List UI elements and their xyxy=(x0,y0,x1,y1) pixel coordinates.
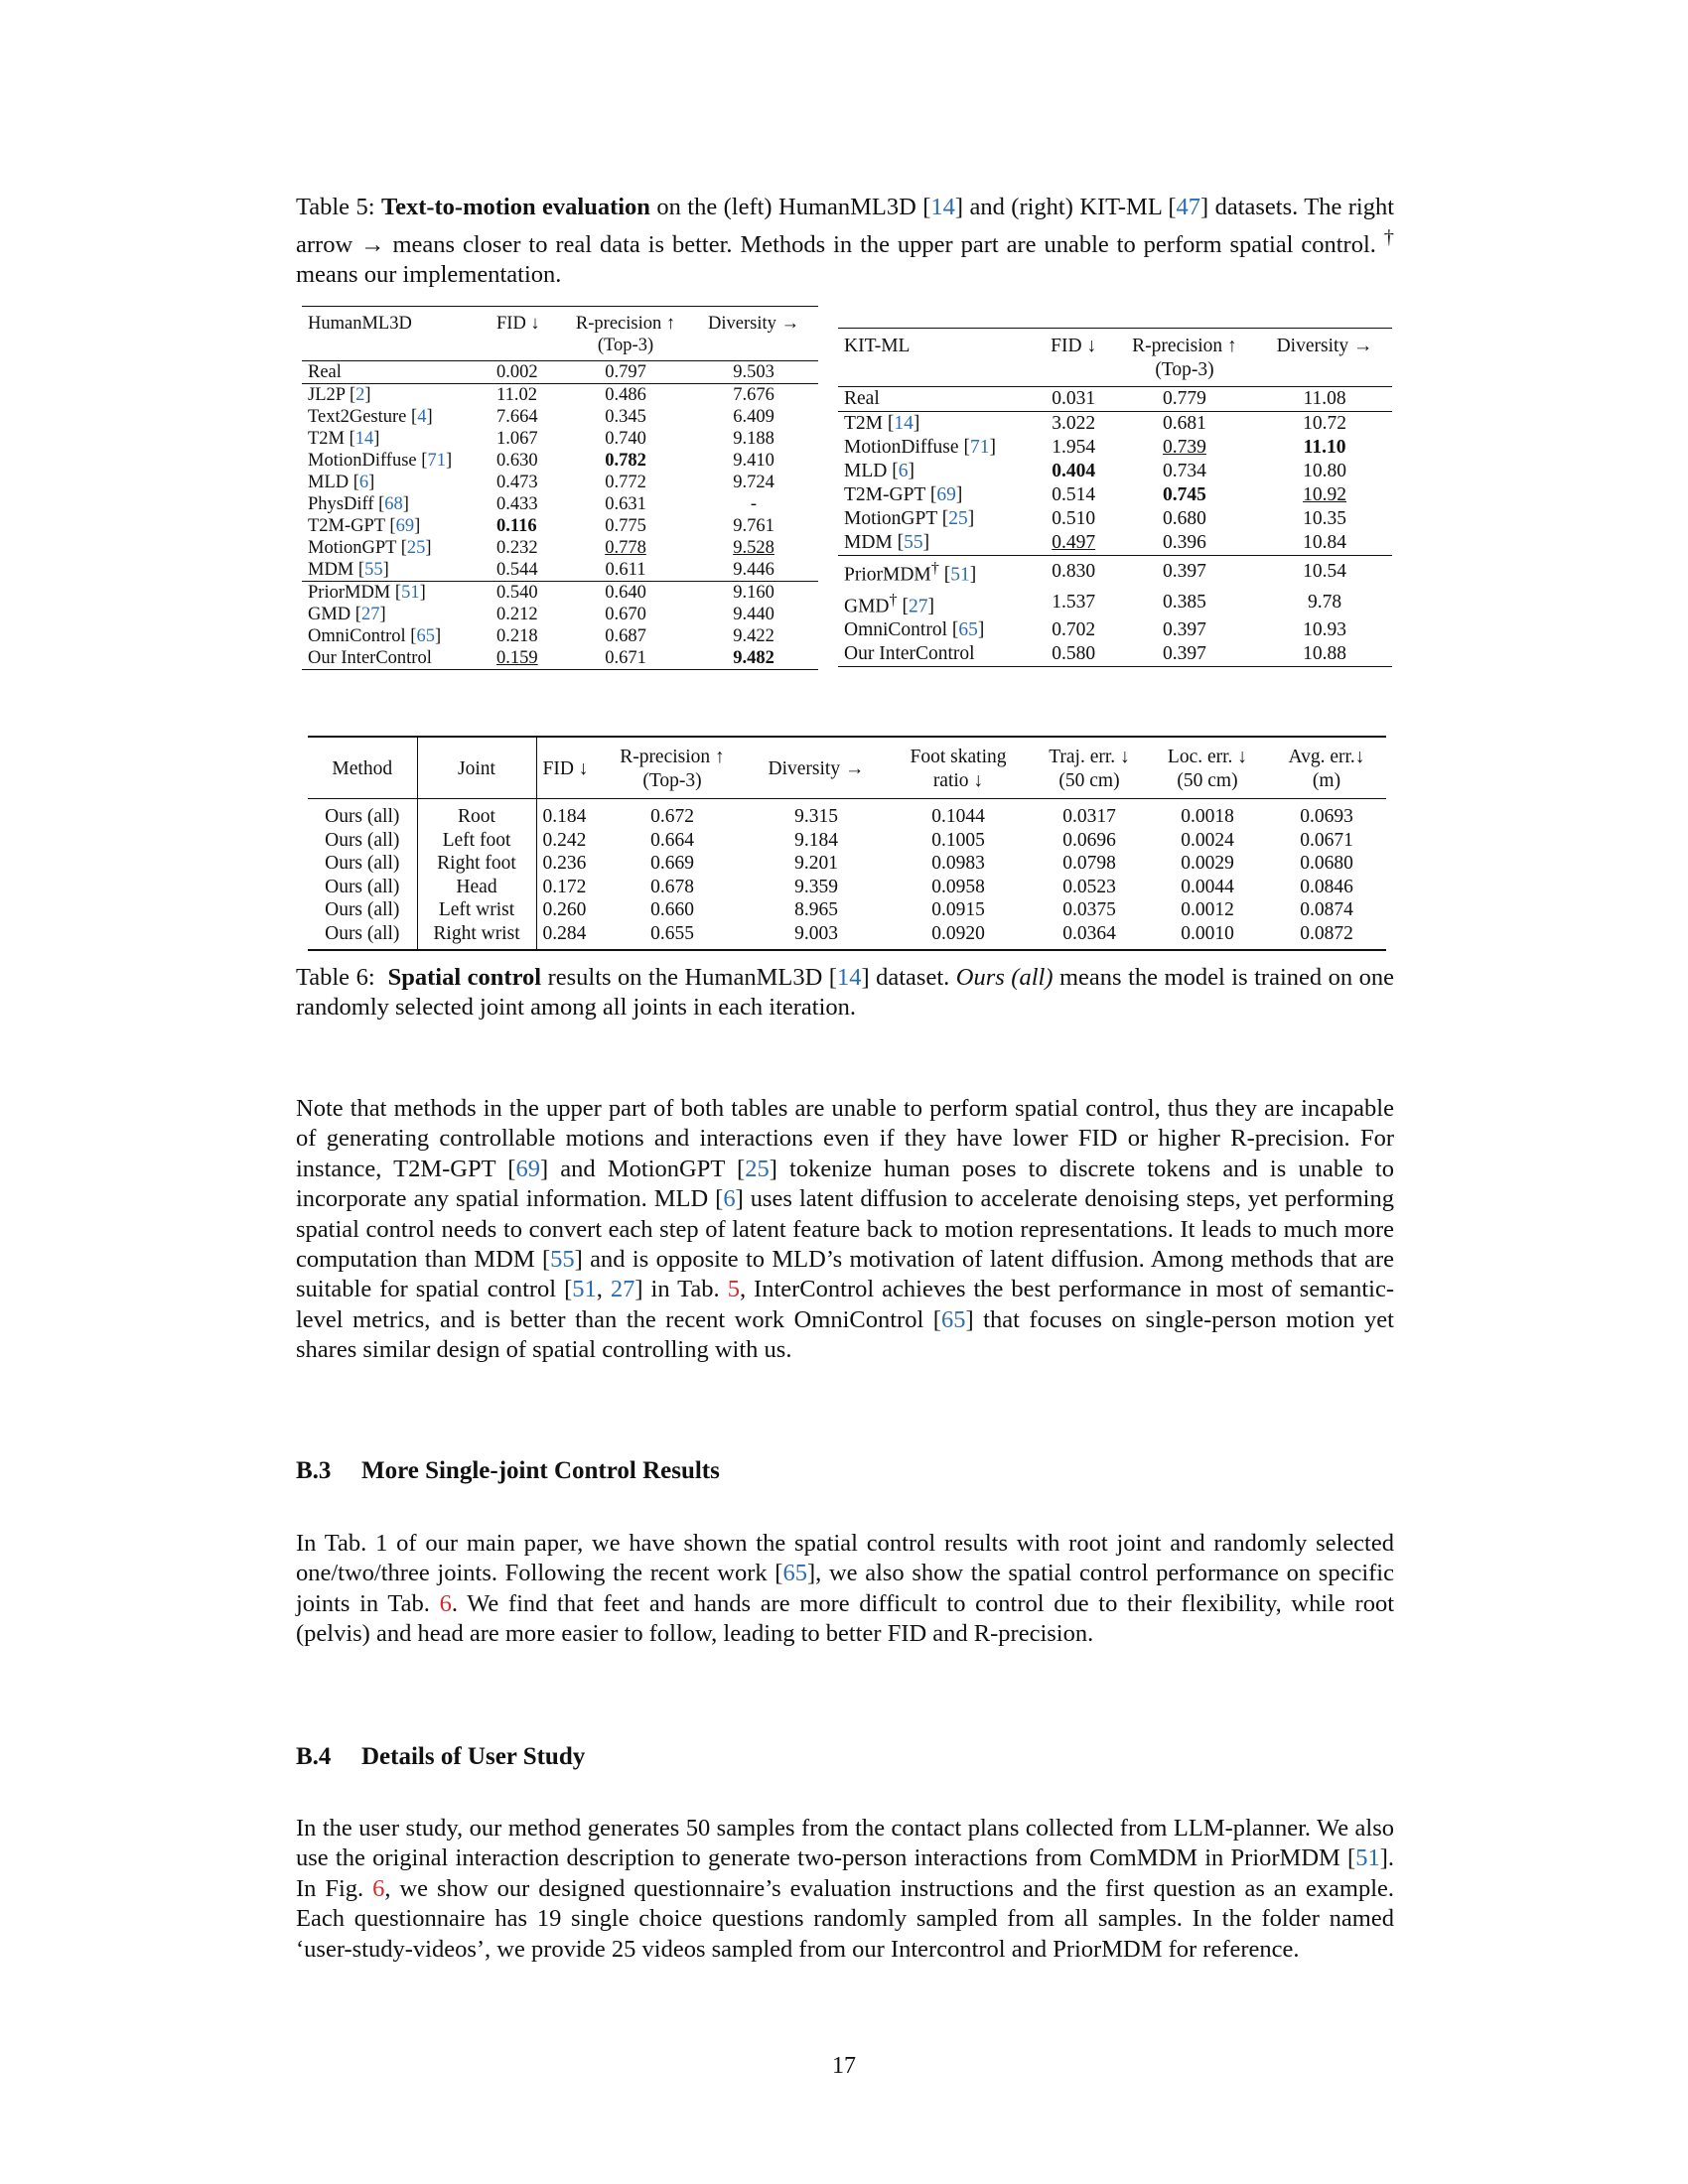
method-name: Our InterControl xyxy=(308,648,432,668)
table5-caption-bold: Text-to-motion evaluation xyxy=(380,194,650,220)
metric-div: 10.93 xyxy=(1303,619,1346,640)
citation-link[interactable]: 27 xyxy=(360,605,380,624)
cell-loc-err: 0.0044 xyxy=(1181,876,1234,897)
table5-label: Table 5: xyxy=(296,194,375,220)
metric-div: 9.188 xyxy=(733,429,774,449)
citation-link[interactable]: 2 xyxy=(355,385,365,405)
citation-link[interactable]: 14 xyxy=(894,413,914,434)
method-name: T2M-GPT [69] xyxy=(844,484,963,505)
metric-div: 6.409 xyxy=(733,407,774,427)
citation-link[interactable]: 65 xyxy=(958,619,978,640)
metric-fid: 0.404 xyxy=(1052,461,1096,481)
cell-avg-err: 0.0671 xyxy=(1300,829,1353,851)
metric-fid: 0.232 xyxy=(496,538,538,558)
metric-div: - xyxy=(750,494,758,514)
method-name: T2M [14] xyxy=(308,429,380,449)
table-row xyxy=(838,460,1392,483)
col-header-traj-err: Traj. err. ↓ (50 cm) xyxy=(1031,737,1148,799)
method-name: PriorMDM† [51] xyxy=(838,556,1036,588)
metric-fid: 0.830 xyxy=(1036,556,1112,588)
table-row xyxy=(838,588,1392,619)
citation-link[interactable]: 14 xyxy=(354,429,374,449)
col-header-avg-err: Avg. err.↓ (m) xyxy=(1267,737,1386,799)
citation-link[interactable]: 68 xyxy=(384,494,403,514)
metric-fid: 1.537 xyxy=(1052,592,1096,614)
cell-loc-err: 0.0024 xyxy=(1181,829,1234,851)
method-name: OmniControl [65] xyxy=(308,626,442,646)
cell-fid: 0.184 xyxy=(542,806,587,827)
table-row xyxy=(302,604,818,625)
cell-loc-err: 0.0029 xyxy=(1181,853,1234,874)
metric-div: 10.88 xyxy=(1303,643,1346,664)
citation-link[interactable]: 27 xyxy=(909,596,928,616)
table5-caption: Table 5: Text-to-motion evaluation on the (left) HumanML3D [14] and (right) KIT-ML [47] datasets. The right arrow → means closer to real data is better. Methods in the upper part are unable to perform spatial control. † means our implementation. xyxy=(296,194,1395,289)
cell-method: Ours (all) xyxy=(308,922,417,951)
citation-link[interactable]: 71 xyxy=(427,451,446,471)
metric-div: 9.78 xyxy=(1308,592,1342,614)
table-row xyxy=(838,507,1392,531)
cell-fid: 0.172 xyxy=(542,876,587,897)
metric-fid: 0.473 xyxy=(496,473,538,492)
metric-fid: 0.702 xyxy=(1052,619,1096,640)
paragraph-user-study: In the user study, our method generates 50 samples from the contact plans collected from LLM-planner. We also use the original interaction description to generate two-person interactions from ComMDM in PriorMDM [51]. In Fig. 6, we show our designed questionnaire’s evaluation instructions and the first question as an example. Each questionnaire has 19 single choice questions randomly sampled from all samples. In the folder named ‘user-study-videos’, we provide 25 videos sampled from our Intercontrol and PriorMDM for reference. xyxy=(296,1815,1394,1963)
cell-loc-err: 0.0012 xyxy=(1181,899,1234,920)
cell-joint: Right wrist xyxy=(417,922,536,951)
metric-rp: 0.782 xyxy=(605,451,646,471)
metric-div: 10.80 xyxy=(1303,461,1346,481)
col-header-fid: FID ↓ xyxy=(1051,336,1097,356)
metric-div: 10.54 xyxy=(1257,556,1392,588)
table-row xyxy=(308,898,1386,922)
metric-div: 9.761 xyxy=(733,516,774,536)
table-row xyxy=(302,361,818,384)
metric-fid: 0.510 xyxy=(1052,508,1096,529)
paragraph-single-joint: In Tab. 1 of our main paper, we have shown the spatial control results with root joint and randomly selected one/two/three joints. Following the recent work [65], we also show the spatial control performance on specific joints in Tab. 6. We find that feet and hands are more difficult to control due to their flexibility, while root (pelvis) and head are more easier to follow, leading to better FID and R-precision. xyxy=(296,1530,1394,1648)
table-row xyxy=(838,531,1392,556)
metric-div: 9.422 xyxy=(733,626,774,646)
metric-fid: 0.433 xyxy=(496,494,538,514)
cell-joint: Left wrist xyxy=(417,898,536,922)
metric-div: 11.08 xyxy=(1257,387,1392,412)
table-row xyxy=(302,472,818,493)
citation-link[interactable]: 4 xyxy=(417,407,427,427)
metric-div: 9.724 xyxy=(733,473,774,492)
method-name: MotionGPT [25] xyxy=(308,538,432,558)
table6-caption-bold: Spatial control xyxy=(387,964,542,991)
cell-fid: 0.242 xyxy=(542,829,587,851)
citation-link[interactable]: 6 xyxy=(358,473,369,492)
metric-div: 10.84 xyxy=(1303,532,1346,553)
col-header-dataset: HumanML3D xyxy=(308,314,412,334)
method-name: T2M [14] xyxy=(838,412,1036,437)
table-row xyxy=(308,799,1386,829)
method-name: Real xyxy=(838,387,1036,412)
table-row xyxy=(302,515,818,537)
metric-rp: 0.397 xyxy=(1163,619,1206,640)
metric-div: 10.35 xyxy=(1303,508,1346,529)
metric-div: 9.482 xyxy=(733,648,774,668)
cell-foot-skating: 0.0920 xyxy=(931,922,985,944)
method-name: Real xyxy=(302,361,491,384)
metric-fid: 1.954 xyxy=(1052,437,1096,458)
cell-foot-skating: 0.0958 xyxy=(931,876,985,897)
section-heading-b4: B.4 Details of User Study xyxy=(296,1743,586,1770)
table-row xyxy=(302,537,818,559)
paragraph-methods-note: Note that methods in the upper part of both tables are unable to perform spatial control, thus they are incapable of generating controllable motions and interactions even if they have lower FID or higher R-precision. For instance, T2M-GPT [69] and MotionGPT [25] tokenize human poses to discrete tokens and is unable to incorporate any spatial information. MLD [6] uses latent diffusion to accelerate denoising steps, yet performing spatial control needs to convert each step of latent feature back to motion representations. It leads to much more computation than MDM [55] and is opposite to MLD’s motivation of latent diffusion. Among methods that are suitable for spatial control [51, 27] in Tab. 5, InterControl achieves the best performance in most of semantic-level metrics, and is better than the recent work OmniControl [65] that focuses on single-person motion yet shares similar design of spatial controlling with us. xyxy=(296,1095,1395,1364)
cell-joint: Root xyxy=(417,799,536,829)
table-row xyxy=(838,642,1392,667)
metric-div: 10.72 xyxy=(1257,412,1392,437)
metric-rp: 0.486 xyxy=(562,384,689,407)
cell-avg-err: 0.0693 xyxy=(1300,806,1353,827)
cell-joint: Head xyxy=(417,876,536,899)
metric-fid: 1.067 xyxy=(496,429,538,449)
table-row xyxy=(838,412,1392,437)
cell-foot-skating: 0.1005 xyxy=(931,829,985,851)
table-row xyxy=(302,559,818,582)
metric-fid: 0.544 xyxy=(496,560,538,580)
metric-div: 9.503 xyxy=(689,361,818,384)
cell-traj-err: 0.0798 xyxy=(1062,853,1116,874)
metric-rp: 0.345 xyxy=(605,407,646,427)
col-header-diversity: Diversity → xyxy=(747,737,886,799)
table6-caption: Table 6: Spatial control results on the HumanML3D [14] dataset. Ours (all) means the model is trained on one randomly selected joint among all joints in each iteration. xyxy=(296,964,1395,1021)
metric-div: 10.92 xyxy=(1303,484,1346,505)
col-header-rprecision: R-precision ↑ (Top-3) xyxy=(1132,336,1237,380)
cell-avg-err: 0.0846 xyxy=(1300,876,1353,897)
cell-avg-err: 0.0872 xyxy=(1300,922,1353,944)
table6-label: Table 6: xyxy=(296,964,375,991)
col-header-foot-skating: Foot skating ratio ↓ xyxy=(886,737,1031,799)
method-name: MLD [6] xyxy=(844,461,914,481)
metric-rp: 0.772 xyxy=(605,473,646,492)
method-name: PhysDiff [68] xyxy=(308,494,409,514)
table-row xyxy=(302,625,818,647)
metric-rp: 0.397 xyxy=(1112,556,1257,588)
cell-rprecision: 0.678 xyxy=(650,876,694,897)
metric-fid: 0.540 xyxy=(491,582,562,605)
col-header-rprecision: R-precision ↑ (Top-3) xyxy=(598,737,747,799)
cell-diversity: 9.359 xyxy=(794,876,838,897)
cell-traj-err: 0.0364 xyxy=(1062,922,1116,944)
method-name: Text2Gesture [4] xyxy=(308,407,433,427)
method-name: OmniControl [65] xyxy=(844,619,985,640)
metric-fid: 0.031 xyxy=(1036,387,1112,412)
metric-fid: 0.159 xyxy=(496,648,538,668)
metric-rp: 0.396 xyxy=(1163,532,1206,553)
metric-rp: 0.631 xyxy=(605,494,646,514)
cell-loc-err: 0.0018 xyxy=(1181,806,1234,827)
cell-method: Ours (all) xyxy=(308,852,417,876)
col-header-joint: Joint xyxy=(417,737,536,799)
cell-method: Ours (all) xyxy=(308,876,417,899)
metric-fid: 0.497 xyxy=(1052,532,1096,553)
table6-spatial-control xyxy=(308,736,1386,951)
metric-rp: 0.778 xyxy=(605,538,646,558)
method-name: JL2P [2] xyxy=(302,384,491,407)
col-header-rprecision: R-precision ↑ (Top-3) xyxy=(575,314,676,355)
metric-rp: 0.385 xyxy=(1163,592,1206,614)
cell-rprecision: 0.669 xyxy=(650,853,694,874)
method-name: MotionGPT [25] xyxy=(844,508,975,529)
cell-traj-err: 0.0523 xyxy=(1062,876,1116,897)
metric-fid: 0.630 xyxy=(496,451,538,471)
metric-div: 9.410 xyxy=(733,451,774,471)
cell-foot-skating: 0.0915 xyxy=(931,899,985,920)
citation-link[interactable]: 71 xyxy=(969,437,990,458)
citation-link[interactable]: 6 xyxy=(898,461,909,481)
cell-diversity: 8.965 xyxy=(794,899,838,920)
metric-rp: 0.671 xyxy=(605,648,646,668)
table-row xyxy=(838,387,1392,412)
method-name: MDM [55] xyxy=(308,560,389,580)
table-row xyxy=(308,922,1386,951)
cell-method: Ours (all) xyxy=(308,829,417,853)
col-header-dataset: KIT-ML xyxy=(844,336,911,356)
metric-rp: 0.640 xyxy=(562,582,689,605)
cell-diversity: 9.201 xyxy=(794,853,838,874)
metric-div: 11.10 xyxy=(1303,437,1346,458)
metric-fid: 0.116 xyxy=(496,516,537,536)
table5-right-kitml xyxy=(838,328,1392,667)
cell-avg-err: 0.0874 xyxy=(1300,899,1353,920)
metric-rp: 0.740 xyxy=(605,429,646,449)
cell-diversity: 9.184 xyxy=(794,829,838,851)
cell-fid: 0.284 xyxy=(542,922,587,944)
cell-joint: Right foot xyxy=(417,852,536,876)
col-header-fid: FID ↓ xyxy=(496,314,540,334)
table-row xyxy=(838,483,1392,507)
cell-rprecision: 0.672 xyxy=(650,806,694,827)
citation-link[interactable]: 55 xyxy=(904,532,923,553)
section-heading-b3: B.3 More Single-joint Control Results xyxy=(296,1457,720,1484)
method-name: GMD† [27] xyxy=(844,590,935,616)
table-row xyxy=(308,829,1386,853)
method-name: MDM [55] xyxy=(844,532,930,553)
method-name: MotionDiffuse [71] xyxy=(308,451,453,471)
metric-rp: 0.775 xyxy=(605,516,646,536)
cell-method: Ours (all) xyxy=(308,898,417,922)
table-row xyxy=(838,618,1392,642)
metric-rp: 0.745 xyxy=(1163,484,1206,505)
cell-rprecision: 0.660 xyxy=(650,899,694,920)
table-row xyxy=(302,647,818,670)
metric-fid: 0.002 xyxy=(491,361,562,384)
cell-method: Ours (all) xyxy=(308,799,417,829)
metric-rp: 0.681 xyxy=(1112,412,1257,437)
method-name: Our InterControl xyxy=(844,643,975,664)
method-name: GMD [27] xyxy=(308,605,386,624)
cell-loc-err: 0.0010 xyxy=(1181,922,1234,944)
method-name: MotionDiffuse [71] xyxy=(844,437,996,458)
metric-fid: 11.02 xyxy=(491,384,562,407)
metric-rp: 0.739 xyxy=(1163,437,1206,458)
col-header-method: Method xyxy=(308,737,417,799)
metric-fid: 7.664 xyxy=(496,407,538,427)
method-name: PriorMDM [51] xyxy=(302,582,491,605)
metric-fid: 0.212 xyxy=(496,605,538,624)
cell-rprecision: 0.664 xyxy=(650,829,694,851)
table-row xyxy=(302,582,818,605)
col-header-diversity: Diversity → xyxy=(708,314,799,334)
cell-fid: 0.236 xyxy=(542,853,587,874)
table-row xyxy=(308,852,1386,876)
table-row xyxy=(838,436,1392,460)
cell-foot-skating: 0.1044 xyxy=(931,806,985,827)
citation-link[interactable]: 25 xyxy=(406,538,426,558)
method-name: T2M-GPT [69] xyxy=(308,516,421,536)
table6-caption-italic: Ours (all) xyxy=(955,964,1054,991)
col-header-loc-err: Loc. err. ↓ (50 cm) xyxy=(1148,737,1267,799)
cell-joint: Left foot xyxy=(417,829,536,853)
table-row xyxy=(838,556,1392,588)
citation-link[interactable]: 55 xyxy=(364,560,383,580)
cell-diversity: 9.003 xyxy=(794,922,838,944)
metric-div: 9.446 xyxy=(733,560,774,580)
table-row xyxy=(302,428,818,450)
metric-div: 9.440 xyxy=(733,605,774,624)
metric-rp: 0.687 xyxy=(605,626,646,646)
citation-link[interactable]: 65 xyxy=(416,626,435,646)
metric-div: 9.160 xyxy=(689,582,818,605)
metric-rp: 0.734 xyxy=(1163,461,1206,481)
metric-fid: 0.514 xyxy=(1052,484,1096,505)
table-row xyxy=(308,876,1386,899)
cell-traj-err: 0.0317 xyxy=(1062,806,1116,827)
table-row xyxy=(302,406,818,428)
table5-left-humanml3d xyxy=(302,306,818,670)
cell-avg-err: 0.0680 xyxy=(1300,853,1353,874)
metric-rp: 0.797 xyxy=(562,361,689,384)
cell-traj-err: 0.0375 xyxy=(1062,899,1116,920)
metric-fid: 0.580 xyxy=(1052,643,1096,664)
table-row xyxy=(302,450,818,472)
metric-div: 7.676 xyxy=(689,384,818,407)
citation-link[interactable]: 25 xyxy=(948,508,968,529)
citation-link[interactable]: 69 xyxy=(936,484,956,505)
citation-link[interactable]: 69 xyxy=(395,516,415,536)
col-header-fid: FID ↓ xyxy=(536,737,598,799)
col-header-diversity: Diversity → xyxy=(1276,336,1373,356)
metric-rp: 0.611 xyxy=(605,560,646,580)
metric-div: 9.528 xyxy=(733,538,774,558)
cell-foot-skating: 0.0983 xyxy=(931,853,985,874)
metric-fid: 3.022 xyxy=(1036,412,1112,437)
cell-traj-err: 0.0696 xyxy=(1062,829,1116,851)
metric-fid: 0.218 xyxy=(496,626,538,646)
page-number: 17 xyxy=(832,2053,856,2079)
metric-rp: 0.397 xyxy=(1163,643,1206,664)
table-row xyxy=(302,493,818,515)
cell-rprecision: 0.655 xyxy=(650,922,694,944)
cell-fid: 0.260 xyxy=(542,899,587,920)
metric-rp: 0.670 xyxy=(605,605,646,624)
metric-rp: 0.779 xyxy=(1112,387,1257,412)
metric-rp: 0.680 xyxy=(1163,508,1206,529)
method-name: MLD [6] xyxy=(308,473,375,492)
citation-link[interactable]: 51 xyxy=(950,564,970,586)
cell-diversity: 9.315 xyxy=(794,806,838,827)
table-row xyxy=(302,384,818,407)
citation-link[interactable]: 51 xyxy=(401,583,420,603)
